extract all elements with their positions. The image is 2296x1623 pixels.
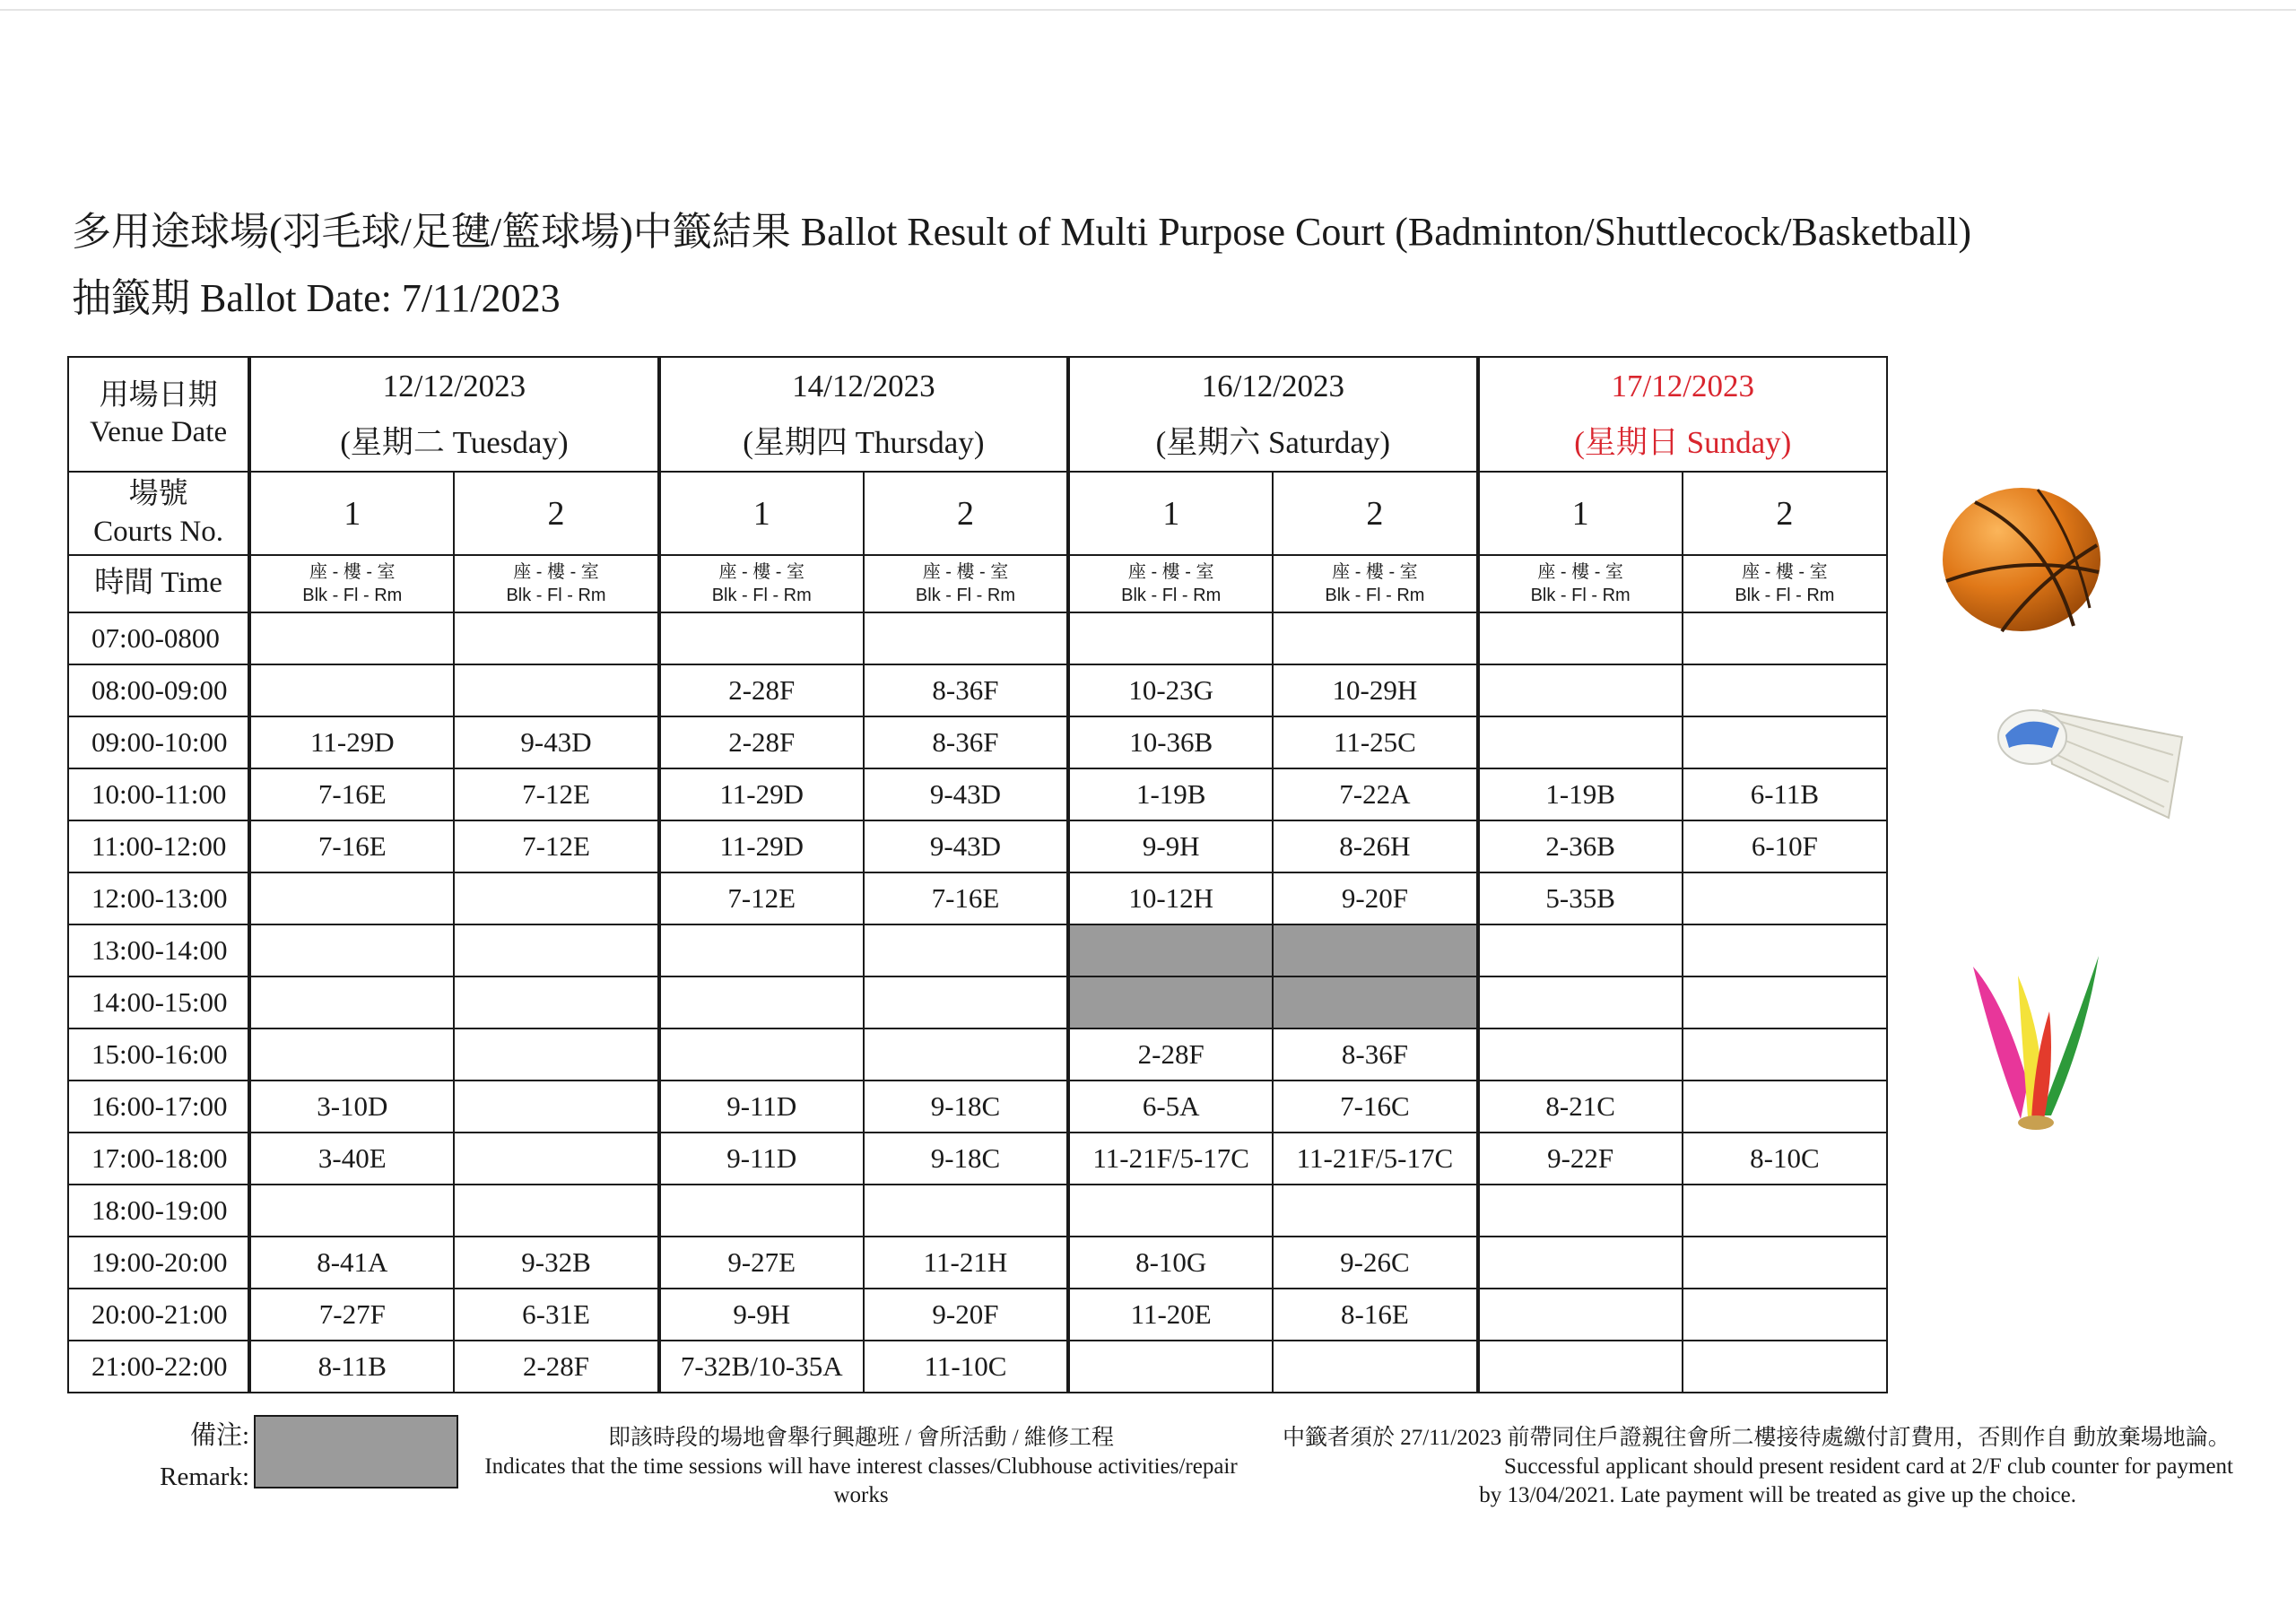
ballot-cell — [1683, 1185, 1887, 1237]
ballot-cell — [1683, 1289, 1887, 1341]
scan-top-edge — [0, 9, 2296, 11]
ballot-cell — [1273, 924, 1477, 976]
remark-label — [144, 1415, 249, 1497]
time-slot: 16:00-17:00 — [68, 1081, 249, 1133]
time-slot: 21:00-22:00 — [68, 1341, 249, 1393]
blk-fl-rm-header — [249, 555, 454, 612]
day-header-saturday — [1068, 357, 1477, 472]
venue-date-label — [68, 357, 249, 472]
blk-fl-rm-zh: 座 - 樓 - 室 — [1742, 562, 1828, 582]
ballot-cell — [1273, 612, 1477, 664]
ballot-cell — [454, 1185, 658, 1237]
ballot-cell: 10-12H — [1068, 872, 1273, 924]
time-slot: 18:00-19:00 — [68, 1185, 249, 1237]
ballot-cell: 8-36F — [864, 664, 1068, 716]
time-slot: 14:00-15:00 — [68, 976, 249, 1028]
blk-fl-rm-zh: 座 - 樓 - 室 — [718, 562, 804, 582]
ballot-cell — [1068, 1185, 1273, 1237]
ballot-cell: 9-43D — [454, 716, 658, 768]
blk-fl-rm-header — [1068, 555, 1273, 612]
ballot-cell — [1478, 1028, 1683, 1081]
remark-label-en: Remark: — [160, 1462, 249, 1491]
day-date: 12/12/2023 — [382, 369, 526, 404]
blk-fl-rm-header — [659, 555, 864, 612]
ballot-cell — [1068, 924, 1273, 976]
payment-notice-zh: 中籤者須於 27/11/2023 前帶同住戶證親往會所二樓接待處繳付訂費用，否則作自 動放棄場地論。 — [1283, 1426, 2231, 1450]
blk-fl-rm-zh: 座 - 樓 - 室 — [1332, 562, 1418, 582]
court-number: 1 — [1068, 472, 1273, 555]
blk-fl-rm-en: Blk - Fl - Rm — [506, 586, 606, 605]
ballot-cell — [1273, 1185, 1477, 1237]
ballot-cell: 10-36B — [1068, 716, 1273, 768]
time-slot-row — [68, 1133, 1887, 1185]
ballot-cell: 7-16E — [249, 820, 454, 872]
day-header-sunday — [1478, 357, 1887, 472]
ballot-cell — [454, 976, 658, 1028]
blk-fl-rm-header — [1478, 555, 1683, 612]
ballot-cell: 9-9H — [1068, 820, 1273, 872]
blk-fl-rm-zh: 座 - 樓 - 室 — [513, 562, 599, 582]
ballot-cell — [1683, 924, 1887, 976]
ballot-cell: 6-5A — [1068, 1081, 1273, 1133]
ballot-cell: 2-28F — [454, 1341, 658, 1393]
ballot-cell: 11-21F/5-17C — [1068, 1133, 1273, 1185]
blk-fl-rm-en: Blk - Fl - Rm — [1530, 586, 1631, 605]
ballot-cell: 9-18C — [864, 1133, 1068, 1185]
time-slot-row — [68, 1237, 1887, 1289]
time-slot: 17:00-18:00 — [68, 1133, 249, 1185]
ballot-cell — [1273, 976, 1477, 1028]
ballot-cell — [1683, 1237, 1887, 1289]
ballot-cell: 2-28F — [1068, 1028, 1273, 1081]
ballot-cell: 11-29D — [249, 716, 454, 768]
courts-label — [68, 472, 249, 555]
shuttlecock-icon — [1989, 701, 2191, 843]
ballot-cell: 11-21H — [864, 1237, 1068, 1289]
ballot-cell — [454, 1028, 658, 1081]
court-number: 2 — [1273, 472, 1477, 555]
time-slot: 07:00-0800 — [68, 612, 249, 664]
day-weekday: (星期四 Thursday) — [743, 425, 985, 460]
ballot-cell — [1683, 1081, 1887, 1133]
ballot-cell — [659, 924, 864, 976]
time-slot-row — [68, 1341, 1887, 1393]
ballot-cell: 6-11B — [1683, 768, 1887, 820]
blk-fl-rm-en: Blk - Fl - Rm — [711, 586, 812, 605]
time-slot: 15:00-16:00 — [68, 1028, 249, 1081]
ballot-date: 抽籤期 Ballot Date: 7/11/2023 — [72, 276, 561, 320]
blk-fl-rm-en: Blk - Fl - Rm — [915, 586, 1015, 605]
court-number-row — [68, 472, 1887, 555]
ballot-cell: 7-32B/10-35A — [659, 1341, 864, 1393]
ballot-cell — [454, 1081, 658, 1133]
ballot-cell — [249, 872, 454, 924]
ballot-cell: 8-41A — [249, 1237, 454, 1289]
ballot-cell: 11-10C — [864, 1341, 1068, 1393]
ballot-cell: 9-9H — [659, 1289, 864, 1341]
ballot-cell: 7-12E — [659, 872, 864, 924]
time-slot: 08:00-09:00 — [68, 664, 249, 716]
time-label: 時間 Time — [68, 555, 249, 612]
ballot-cell: 5-35B — [1478, 872, 1683, 924]
ballot-cell — [1478, 976, 1683, 1028]
ballot-cell — [1273, 1341, 1477, 1393]
ballot-cell — [249, 1185, 454, 1237]
ballot-cell — [1478, 1289, 1683, 1341]
payment-notice-en-1: Successful applicant should present resident card at 2/F club counter for payment — [1504, 1454, 2233, 1479]
ballot-cell: 3-40E — [249, 1133, 454, 1185]
ballot-cell: 9-11D — [659, 1133, 864, 1185]
remark-description-zh: 即該時段的場地會舉行興趣班 / 會所活動 / 維修工程 — [608, 1426, 1114, 1450]
remark-description-en: Indicates that the time sessions will have interest classes/Clubhouse activities/repair works — [484, 1454, 1238, 1507]
time-slot-row — [68, 872, 1887, 924]
blk-fl-rm-zh: 座 - 樓 - 室 — [1127, 562, 1214, 582]
ballot-cell: 9-43D — [864, 820, 1068, 872]
blk-fl-rm-en: Blk - Fl - Rm — [1325, 586, 1425, 605]
court-number: 1 — [249, 472, 454, 555]
ballot-cell — [454, 1133, 658, 1185]
ballot-cell — [1068, 612, 1273, 664]
blk-fl-rm-header — [864, 555, 1068, 612]
ballot-cell: 8-21C — [1478, 1081, 1683, 1133]
ballot-cell — [1683, 1341, 1887, 1393]
blk-fl-rm-zh: 座 - 樓 - 室 — [1537, 562, 1623, 582]
day-header-thursday — [659, 357, 1068, 472]
ballot-cell: 11-29D — [659, 820, 864, 872]
ballot-cell — [1478, 924, 1683, 976]
ballot-cell — [249, 976, 454, 1028]
ballot-cell — [1478, 612, 1683, 664]
ballot-cell: 7-12E — [454, 820, 658, 872]
ballot-cell: 8-36F — [1273, 1028, 1477, 1081]
ballot-cell — [1683, 612, 1887, 664]
blk-fl-rm-header — [454, 555, 658, 612]
ballot-table — [67, 356, 1888, 1393]
ballot-cell: 10-23G — [1068, 664, 1273, 716]
court-number: 1 — [1478, 472, 1683, 555]
blk-fl-rm-header — [1683, 555, 1887, 612]
ballot-cell — [864, 976, 1068, 1028]
ballot-cell: 7-27F — [249, 1289, 454, 1341]
page-title: 多用途球場(羽毛球/足毽/籃球場)中籤結果 Ballot Result of Multi Purpose Court (Badminton/Shuttlecock/Basketball) — [72, 210, 1971, 254]
time-slot-row — [68, 976, 1887, 1028]
time-slot-row — [68, 664, 1887, 716]
venue-date-label-en: Venue Date — [90, 416, 228, 448]
court-number: 1 — [659, 472, 864, 555]
day-weekday: (星期二 Tuesday) — [340, 425, 569, 460]
courts-label-en: Courts No. — [93, 515, 224, 548]
ballot-cell — [1683, 664, 1887, 716]
ballot-cell: 1-19B — [1068, 768, 1273, 820]
payment-notice — [1283, 1424, 2233, 1510]
ballot-cell: 9-20F — [1273, 872, 1477, 924]
ballot-cell — [1683, 716, 1887, 768]
time-slot-row — [68, 768, 1887, 820]
ballot-cell: 9-22F — [1478, 1133, 1683, 1185]
ballot-cell: 7-16E — [864, 872, 1068, 924]
ballot-cell — [454, 612, 658, 664]
ballot-cell — [659, 1185, 864, 1237]
remark-shaded-swatch — [254, 1415, 458, 1488]
ballot-cell: 11-25C — [1273, 716, 1477, 768]
time-slot: 12:00-13:00 — [68, 872, 249, 924]
blk-fl-rm-header — [1273, 555, 1477, 612]
ballot-cell: 3-10D — [249, 1081, 454, 1133]
day-weekday: (星期日 Sunday) — [1574, 425, 1792, 460]
ballot-cell — [659, 612, 864, 664]
time-slot: 09:00-10:00 — [68, 716, 249, 768]
ballot-cell — [1683, 872, 1887, 924]
court-number: 2 — [1683, 472, 1887, 555]
time-slot-row — [68, 1185, 1887, 1237]
remark-label-zh: 備注: — [189, 1421, 249, 1450]
time-slot: 13:00-14:00 — [68, 924, 249, 976]
blk-fl-rm-zh: 座 - 樓 - 室 — [309, 562, 396, 582]
ballot-cell: 6-31E — [454, 1289, 658, 1341]
time-header-row — [68, 555, 1887, 612]
ballot-cell — [864, 1185, 1068, 1237]
time-slot-row — [68, 1028, 1887, 1081]
ballot-cell — [249, 1028, 454, 1081]
ballot-cell: 7-16C — [1273, 1081, 1477, 1133]
ballot-cell: 2-28F — [659, 716, 864, 768]
ballot-cell: 7-12E — [454, 768, 658, 820]
ballot-cell — [249, 924, 454, 976]
jianzi-icon — [1969, 949, 2103, 1133]
ballot-cell — [1683, 976, 1887, 1028]
ballot-cell: 9-18C — [864, 1081, 1068, 1133]
time-slot-row — [68, 716, 1887, 768]
ballot-cell: 9-20F — [864, 1289, 1068, 1341]
ballot-cell: 11-29D — [659, 768, 864, 820]
ballot-cell: 8-16E — [1273, 1289, 1477, 1341]
day-weekday: (星期六 Saturday) — [1155, 425, 1391, 460]
ballot-cell: 6-10F — [1683, 820, 1887, 872]
ballot-cell — [454, 664, 658, 716]
day-date: 14/12/2023 — [792, 369, 935, 404]
time-slot-row — [68, 924, 1887, 976]
ballot-cell: 8-11B — [249, 1341, 454, 1393]
ballot-cell: 2-36B — [1478, 820, 1683, 872]
ballot-cell — [1478, 1237, 1683, 1289]
blk-fl-rm-en: Blk - Fl - Rm — [1121, 586, 1222, 605]
ballot-cell: 9-27E — [659, 1237, 864, 1289]
day-date: 16/12/2023 — [1201, 369, 1345, 404]
ballot-cell: 9-32B — [454, 1237, 658, 1289]
ballot-cell — [659, 976, 864, 1028]
ballot-cell — [659, 1028, 864, 1081]
ballot-cell — [864, 924, 1068, 976]
blk-fl-rm-en: Blk - Fl - Rm — [1735, 586, 1835, 605]
time-slot-row — [68, 1081, 1887, 1133]
time-slot-row — [68, 612, 1887, 664]
ballot-cell: 7-22A — [1273, 768, 1477, 820]
ballot-cell — [249, 612, 454, 664]
ballot-cell — [454, 872, 658, 924]
courts-label-zh: 場號 — [128, 478, 188, 511]
time-slot: 11:00-12:00 — [68, 820, 249, 872]
ballot-cell — [249, 664, 454, 716]
ballot-cell: 1-19B — [1478, 768, 1683, 820]
time-slot: 20:00-21:00 — [68, 1289, 249, 1341]
ballot-cell — [1683, 1028, 1887, 1081]
ballot-cell: 8-10G — [1068, 1237, 1273, 1289]
ballot-cell: 8-36F — [864, 716, 1068, 768]
venue-date-label-zh: 用場日期 — [99, 378, 218, 412]
remark-description — [466, 1424, 1256, 1510]
time-slot-row — [68, 1289, 1887, 1341]
time-slot: 10:00-11:00 — [68, 768, 249, 820]
court-number: 2 — [864, 472, 1068, 555]
ballot-cell — [1068, 976, 1273, 1028]
time-slot: 19:00-20:00 — [68, 1237, 249, 1289]
ballot-cell — [1068, 1341, 1273, 1393]
ballot-cell: 9-11D — [659, 1081, 864, 1133]
day-date: 17/12/2023 — [1611, 369, 1754, 404]
court-number: 2 — [454, 472, 658, 555]
ballot-cell: 11-20E — [1068, 1289, 1273, 1341]
ballot-cell: 8-10C — [1683, 1133, 1887, 1185]
ballot-cell: 9-43D — [864, 768, 1068, 820]
blk-fl-rm-en: Blk - Fl - Rm — [302, 586, 403, 605]
ballot-cell — [454, 924, 658, 976]
ballot-cell — [1478, 716, 1683, 768]
day-header-tuesday — [249, 357, 658, 472]
ballot-cell: 10-29H — [1273, 664, 1477, 716]
ballot-cell — [1478, 664, 1683, 716]
ballot-cell — [864, 612, 1068, 664]
ballot-cell: 7-16E — [249, 768, 454, 820]
payment-notice-en-2: by 13/04/2021. Late payment will be treated as give up the choice. — [1479, 1483, 2076, 1507]
venue-date-row — [68, 357, 1887, 472]
ballot-cell — [1478, 1185, 1683, 1237]
ballot-cell — [864, 1028, 1068, 1081]
blk-fl-rm-zh: 座 - 樓 - 室 — [922, 562, 1009, 582]
ballot-cell — [1478, 1341, 1683, 1393]
basketball-icon — [1939, 482, 2105, 637]
ballot-cell: 11-21F/5-17C — [1273, 1133, 1477, 1185]
time-slot-row — [68, 820, 1887, 872]
ballot-cell: 9-26C — [1273, 1237, 1477, 1289]
ballot-cell: 2-28F — [659, 664, 864, 716]
ballot-cell: 8-26H — [1273, 820, 1477, 872]
